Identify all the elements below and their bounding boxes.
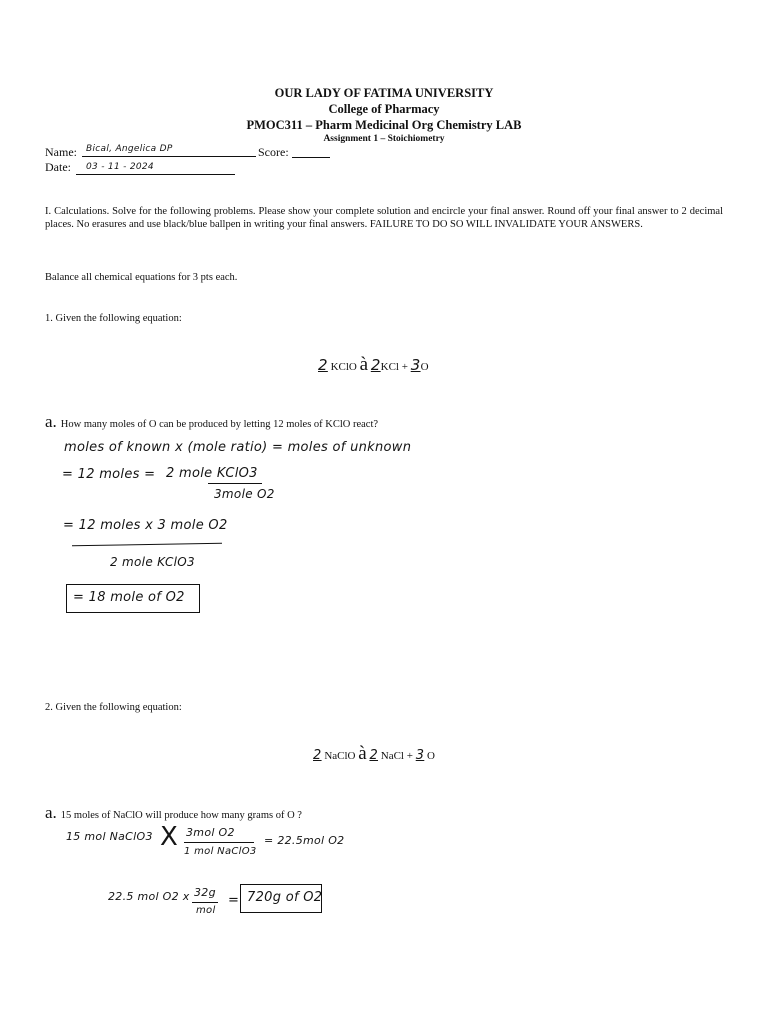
p2-fraction-bar-2 xyxy=(192,902,218,903)
balance-note: Balance all chemical equations for 3 pts each. xyxy=(45,272,238,283)
problem1-coef1: 2 xyxy=(318,356,328,374)
college-name: College of Pharmacy xyxy=(328,102,440,116)
p1-answer: = 18 mole of O2 xyxy=(73,590,185,605)
p2-fraction-bar xyxy=(184,842,254,843)
p2-answer-box xyxy=(240,884,322,913)
problem1-part-letter: a. xyxy=(45,412,57,431)
p2-work-line2-den: mol xyxy=(196,905,216,916)
problem2-question: 15 moles of NaClO will produce how many grams of O ? xyxy=(60,810,302,821)
date-field[interactable] xyxy=(76,161,235,175)
name-field[interactable] xyxy=(82,144,256,157)
problem2-part-letter: a. xyxy=(45,803,57,822)
problem1-arrow-glyph: à xyxy=(359,354,369,375)
p1-divide-line xyxy=(72,543,222,547)
problem1-coef3: 3 xyxy=(410,356,421,374)
p2-work-line1-num: 3mol O2 xyxy=(186,826,235,839)
problem1-equation xyxy=(318,354,429,376)
instructions: I. Calculations. Solve for the following problems. Please show your complete solution and encircle your final answer. Round off your final answer to 2 decimal places. No erasures and use black/blue ballpen in writing your final answers. FAILURE TO DO SO WILL INVALIDATE YOUR ANSWERS. xyxy=(45,206,723,230)
problem1-question-row xyxy=(45,412,378,432)
date-label: Date: xyxy=(45,160,71,174)
problem2-heading: 2. Given the following equation: xyxy=(45,702,182,713)
p2-answer: 720g of O2 xyxy=(247,890,323,905)
problem2-equation xyxy=(313,743,435,765)
score-label: Score: xyxy=(258,145,289,159)
p1-work-line2-eq: = 12 moles = xyxy=(62,467,156,482)
p1-work-line2-den: 3mole O2 xyxy=(214,487,275,501)
university-name: OUR LADY OF FATIMA UNIVERSITY xyxy=(274,86,494,100)
date-value: 03 - 11 - 2024 xyxy=(86,162,154,172)
p1-work-line1: moles of known x (mole ratio) = moles of unknown xyxy=(64,440,412,455)
problem2-product2: O xyxy=(427,750,435,762)
problem1-plus: + xyxy=(401,361,408,373)
problem2-plus: + xyxy=(406,750,413,762)
p2-work-line1-left: 15 mol NaClO3 xyxy=(66,830,153,843)
score-field[interactable] xyxy=(292,144,330,158)
p1-work-line4: 2 mole KClO3 xyxy=(110,555,195,569)
p2-work-multiply: X xyxy=(160,822,179,852)
name-value: Bical, Angelica DP xyxy=(86,144,173,154)
problem2-coef3: 3 xyxy=(415,748,425,763)
course-title: PMOC311 – Pharm Medicinal Org Chemistry LAB xyxy=(246,118,522,132)
problem1-product2: O xyxy=(420,361,429,373)
problem2-reactant: NaClO xyxy=(324,750,356,762)
p2-work-line1-result: = 22.5mol O2 xyxy=(264,834,345,847)
problem2-coef2: 2 xyxy=(369,748,379,763)
p1-answer-box xyxy=(66,584,200,613)
assignment-title: Assignment 1 – Stoichiometry xyxy=(323,134,445,144)
problem2-coef1: 2 xyxy=(313,748,322,763)
problem1-coef2: 2 xyxy=(370,356,381,374)
p2-work-line2-left: 22.5 mol O2 x xyxy=(108,890,190,903)
problem2-product1: NaCl xyxy=(380,750,404,762)
problem1-question: How many moles of O can be produced by letting 12 moles of KClO react? xyxy=(60,419,379,430)
name-label: Name: xyxy=(45,145,77,159)
problem1-reactant: KClO xyxy=(330,361,357,373)
p2-work-line1-den: 1 mol NaClO3 xyxy=(184,846,257,857)
problem1-product1: KCl xyxy=(380,361,399,373)
p1-work-line3: = 12 moles x 3 mole O2 xyxy=(63,518,228,533)
p2-work-line2-eq: = xyxy=(228,893,240,908)
problem2-arrow-glyph: à xyxy=(358,743,367,764)
problem1-heading: 1. Given the following equation: xyxy=(45,313,182,324)
p1-fraction-bar xyxy=(208,483,262,484)
p2-work-line2-num: 32g xyxy=(194,886,216,899)
problem2-question-row xyxy=(45,803,302,823)
p1-work-line2-num: 2 mole KClO3 xyxy=(166,466,258,481)
